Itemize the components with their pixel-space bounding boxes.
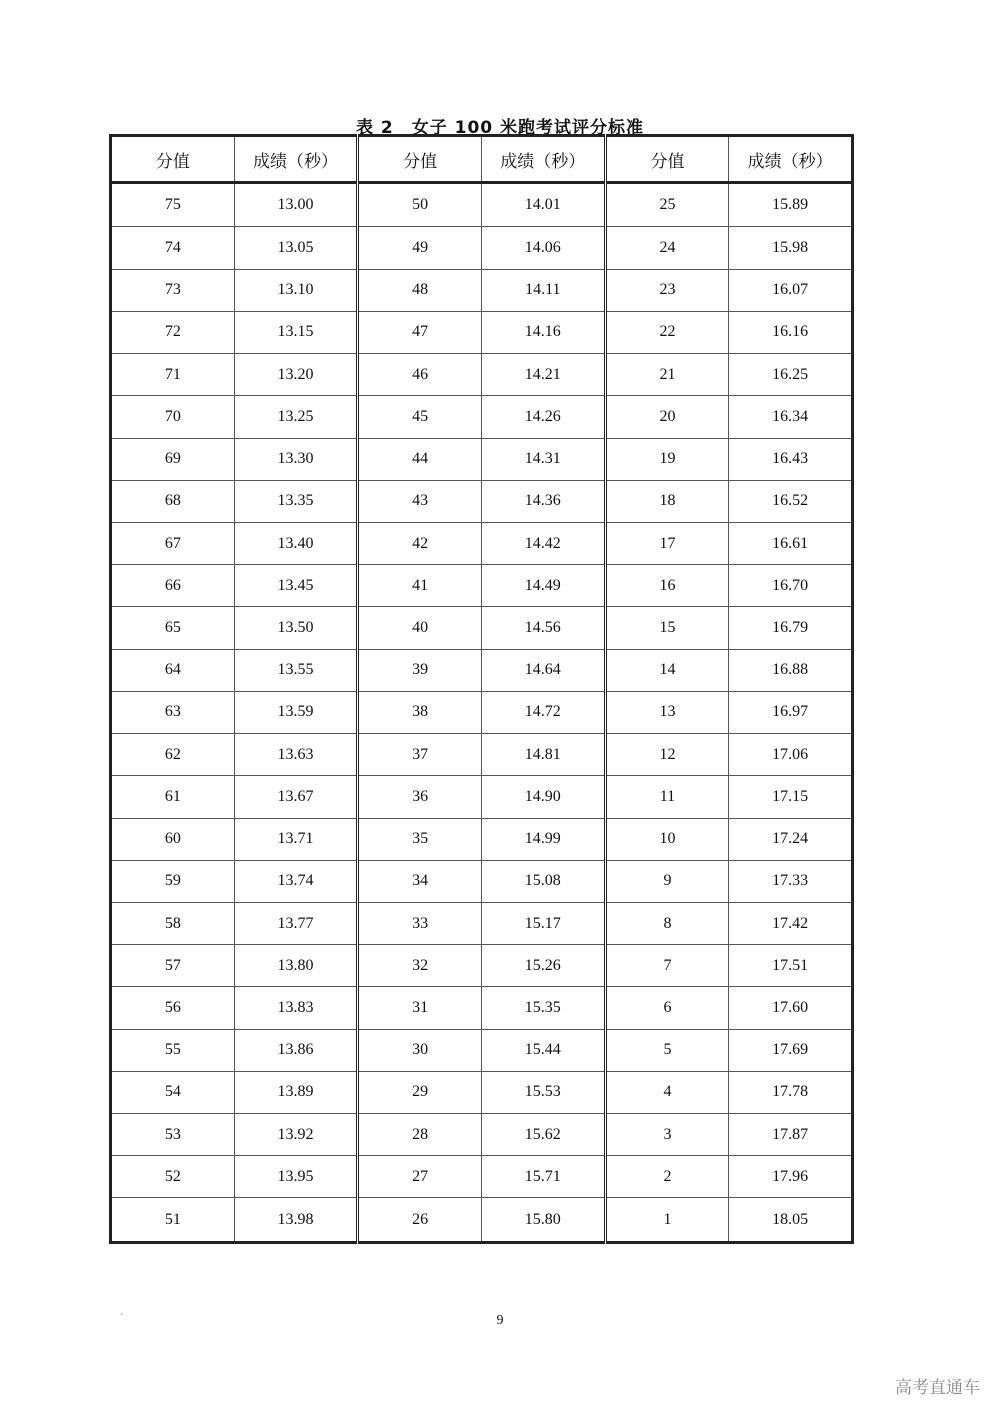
time-cell: 15.71 <box>481 1156 605 1198</box>
time-cell: 13.89 <box>234 1071 358 1113</box>
time-cell: 13.05 <box>234 227 358 269</box>
score-cell: 13 <box>605 691 729 733</box>
table-header <box>111 136 853 183</box>
header-score: 分值 <box>605 136 729 183</box>
time-cell: 17.96 <box>729 1156 853 1198</box>
score-cell: 26 <box>358 1198 482 1243</box>
time-cell: 13.67 <box>234 776 358 818</box>
score-cell: 21 <box>605 354 729 396</box>
table-row <box>111 522 853 564</box>
score-cell: 29 <box>358 1071 482 1113</box>
score-cell: 69 <box>111 438 235 480</box>
header-row <box>111 136 853 183</box>
score-cell: 39 <box>358 649 482 691</box>
table-row <box>111 1156 853 1198</box>
time-cell: 16.43 <box>729 438 853 480</box>
score-cell: 22 <box>605 311 729 353</box>
time-cell: 14.16 <box>481 311 605 353</box>
time-cell: 14.56 <box>481 607 605 649</box>
time-cell: 14.81 <box>481 734 605 776</box>
score-cell: 72 <box>111 311 235 353</box>
score-cell: 31 <box>358 987 482 1029</box>
time-cell: 16.25 <box>729 354 853 396</box>
time-cell: 14.31 <box>481 438 605 480</box>
table-body <box>111 183 853 1243</box>
score-cell: 23 <box>605 269 729 311</box>
time-cell: 13.55 <box>234 649 358 691</box>
score-cell: 11 <box>605 776 729 818</box>
table-row <box>111 1114 853 1156</box>
score-cell: 57 <box>111 945 235 987</box>
table-row <box>111 565 853 607</box>
time-cell: 13.98 <box>234 1198 358 1243</box>
time-cell: 13.00 <box>234 183 358 227</box>
score-cell: 37 <box>358 734 482 776</box>
score-cell: 44 <box>358 438 482 480</box>
time-cell: 13.83 <box>234 987 358 1029</box>
table-row <box>111 480 853 522</box>
score-cell: 53 <box>111 1114 235 1156</box>
score-cell: 7 <box>605 945 729 987</box>
time-cell: 15.35 <box>481 987 605 1029</box>
time-cell: 14.26 <box>481 396 605 438</box>
score-cell: 75 <box>111 183 235 227</box>
time-cell: 13.45 <box>234 565 358 607</box>
time-cell: 16.97 <box>729 691 853 733</box>
score-cell: 46 <box>358 354 482 396</box>
score-cell: 42 <box>358 522 482 564</box>
table-row <box>111 396 853 438</box>
page-number: 9 <box>496 1313 504 1328</box>
score-cell: 59 <box>111 860 235 902</box>
time-cell: 15.89 <box>729 183 853 227</box>
time-cell: 15.44 <box>481 1029 605 1071</box>
score-cell: 70 <box>111 396 235 438</box>
time-cell: 17.69 <box>729 1029 853 1071</box>
time-cell: 13.30 <box>234 438 358 480</box>
score-cell: 67 <box>111 522 235 564</box>
time-cell: 14.49 <box>481 565 605 607</box>
time-cell: 16.07 <box>729 269 853 311</box>
score-cell: 54 <box>111 1071 235 1113</box>
time-cell: 13.10 <box>234 269 358 311</box>
header-time: 成绩（秒） <box>234 136 358 183</box>
score-cell: 24 <box>605 227 729 269</box>
time-cell: 13.40 <box>234 522 358 564</box>
score-cell: 63 <box>111 691 235 733</box>
table-row <box>111 860 853 902</box>
score-cell: 9 <box>605 860 729 902</box>
score-cell: 58 <box>111 902 235 944</box>
time-cell: 13.63 <box>234 734 358 776</box>
score-cell: 56 <box>111 987 235 1029</box>
score-cell: 28 <box>358 1114 482 1156</box>
stray-mark: ` <box>120 1313 124 1324</box>
score-cell: 33 <box>358 902 482 944</box>
score-cell: 17 <box>605 522 729 564</box>
score-cell: 62 <box>111 734 235 776</box>
score-cell: 34 <box>358 860 482 902</box>
table-row <box>111 183 853 227</box>
score-cell: 16 <box>605 565 729 607</box>
time-cell: 16.70 <box>729 565 853 607</box>
score-cell: 19 <box>605 438 729 480</box>
time-cell: 16.34 <box>729 396 853 438</box>
time-cell: 14.64 <box>481 649 605 691</box>
score-cell: 73 <box>111 269 235 311</box>
time-cell: 14.90 <box>481 776 605 818</box>
table-row <box>111 691 853 733</box>
table-row <box>111 945 853 987</box>
time-cell: 13.71 <box>234 818 358 860</box>
table-row <box>111 269 853 311</box>
time-cell: 13.50 <box>234 607 358 649</box>
time-cell: 15.62 <box>481 1114 605 1156</box>
score-cell: 74 <box>111 227 235 269</box>
score-cell: 35 <box>358 818 482 860</box>
table-title: 表 2 女子 100 米跑考试评分标准 <box>355 118 645 138</box>
time-cell: 13.74 <box>234 860 358 902</box>
header-time: 成绩（秒） <box>481 136 605 183</box>
header-time: 成绩（秒） <box>729 136 853 183</box>
time-cell: 16.79 <box>729 607 853 649</box>
table-row <box>111 607 853 649</box>
table-row <box>111 311 853 353</box>
score-cell: 55 <box>111 1029 235 1071</box>
score-cell: 68 <box>111 480 235 522</box>
time-cell: 17.60 <box>729 987 853 1029</box>
time-cell: 14.06 <box>481 227 605 269</box>
time-cell: 15.26 <box>481 945 605 987</box>
table-row <box>111 818 853 860</box>
score-cell: 51 <box>111 1198 235 1243</box>
score-cell: 3 <box>605 1114 729 1156</box>
time-cell: 17.06 <box>729 734 853 776</box>
time-cell: 16.16 <box>729 311 853 353</box>
score-cell: 25 <box>605 183 729 227</box>
table-row <box>111 902 853 944</box>
score-cell: 60 <box>111 818 235 860</box>
time-cell: 13.25 <box>234 396 358 438</box>
table-row <box>111 649 853 691</box>
score-cell: 41 <box>358 565 482 607</box>
table-row <box>111 1198 853 1243</box>
time-cell: 14.72 <box>481 691 605 733</box>
time-cell: 16.52 <box>729 480 853 522</box>
score-cell: 47 <box>358 311 482 353</box>
time-cell: 15.53 <box>481 1071 605 1113</box>
score-cell: 45 <box>358 396 482 438</box>
time-cell: 13.15 <box>234 311 358 353</box>
score-cell: 65 <box>111 607 235 649</box>
time-cell: 17.87 <box>729 1114 853 1156</box>
score-cell: 64 <box>111 649 235 691</box>
time-cell: 14.01 <box>481 183 605 227</box>
time-cell: 15.80 <box>481 1198 605 1243</box>
time-cell: 17.15 <box>729 776 853 818</box>
time-cell: 16.61 <box>729 522 853 564</box>
score-cell: 50 <box>358 183 482 227</box>
score-cell: 32 <box>358 945 482 987</box>
score-cell: 15 <box>605 607 729 649</box>
table-row <box>111 987 853 1029</box>
score-cell: 43 <box>358 480 482 522</box>
table-row <box>111 1029 853 1071</box>
table-row <box>111 438 853 480</box>
time-cell: 14.99 <box>481 818 605 860</box>
score-cell: 14 <box>605 649 729 691</box>
time-cell: 13.95 <box>234 1156 358 1198</box>
time-cell: 17.33 <box>729 860 853 902</box>
score-cell: 38 <box>358 691 482 733</box>
score-cell: 40 <box>358 607 482 649</box>
watermark: 高考直通车 <box>895 1378 980 1398</box>
score-cell: 1 <box>605 1198 729 1243</box>
score-cell: 30 <box>358 1029 482 1071</box>
time-cell: 14.36 <box>481 480 605 522</box>
table-row <box>111 734 853 776</box>
score-cell: 36 <box>358 776 482 818</box>
score-cell: 8 <box>605 902 729 944</box>
table-row <box>111 776 853 818</box>
time-cell: 13.20 <box>234 354 358 396</box>
time-cell: 14.42 <box>481 522 605 564</box>
score-cell: 4 <box>605 1071 729 1113</box>
table-row <box>111 1071 853 1113</box>
time-cell: 15.17 <box>481 902 605 944</box>
time-cell: 16.88 <box>729 649 853 691</box>
score-cell: 49 <box>358 227 482 269</box>
time-cell: 17.24 <box>729 818 853 860</box>
table-row <box>111 354 853 396</box>
header-score: 分值 <box>111 136 235 183</box>
time-cell: 15.08 <box>481 860 605 902</box>
time-cell: 15.98 <box>729 227 853 269</box>
time-cell: 17.51 <box>729 945 853 987</box>
table-row <box>111 227 853 269</box>
time-cell: 13.80 <box>234 945 358 987</box>
header-score: 分值 <box>358 136 482 183</box>
time-cell: 14.11 <box>481 269 605 311</box>
score-cell: 10 <box>605 818 729 860</box>
score-cell: 52 <box>111 1156 235 1198</box>
score-cell: 20 <box>605 396 729 438</box>
score-cell: 12 <box>605 734 729 776</box>
time-cell: 13.86 <box>234 1029 358 1071</box>
score-cell: 48 <box>358 269 482 311</box>
score-cell: 2 <box>605 1156 729 1198</box>
score-cell: 61 <box>111 776 235 818</box>
time-cell: 13.59 <box>234 691 358 733</box>
time-cell: 13.77 <box>234 902 358 944</box>
time-cell: 17.78 <box>729 1071 853 1113</box>
time-cell: 13.35 <box>234 480 358 522</box>
score-cell: 5 <box>605 1029 729 1071</box>
score-cell: 71 <box>111 354 235 396</box>
time-cell: 17.42 <box>729 902 853 944</box>
score-cell: 27 <box>358 1156 482 1198</box>
time-cell: 13.92 <box>234 1114 358 1156</box>
score-cell: 6 <box>605 987 729 1029</box>
score-cell: 18 <box>605 480 729 522</box>
score-cell: 66 <box>111 565 235 607</box>
time-cell: 18.05 <box>729 1198 853 1243</box>
time-cell: 14.21 <box>481 354 605 396</box>
score-table <box>109 134 854 1244</box>
